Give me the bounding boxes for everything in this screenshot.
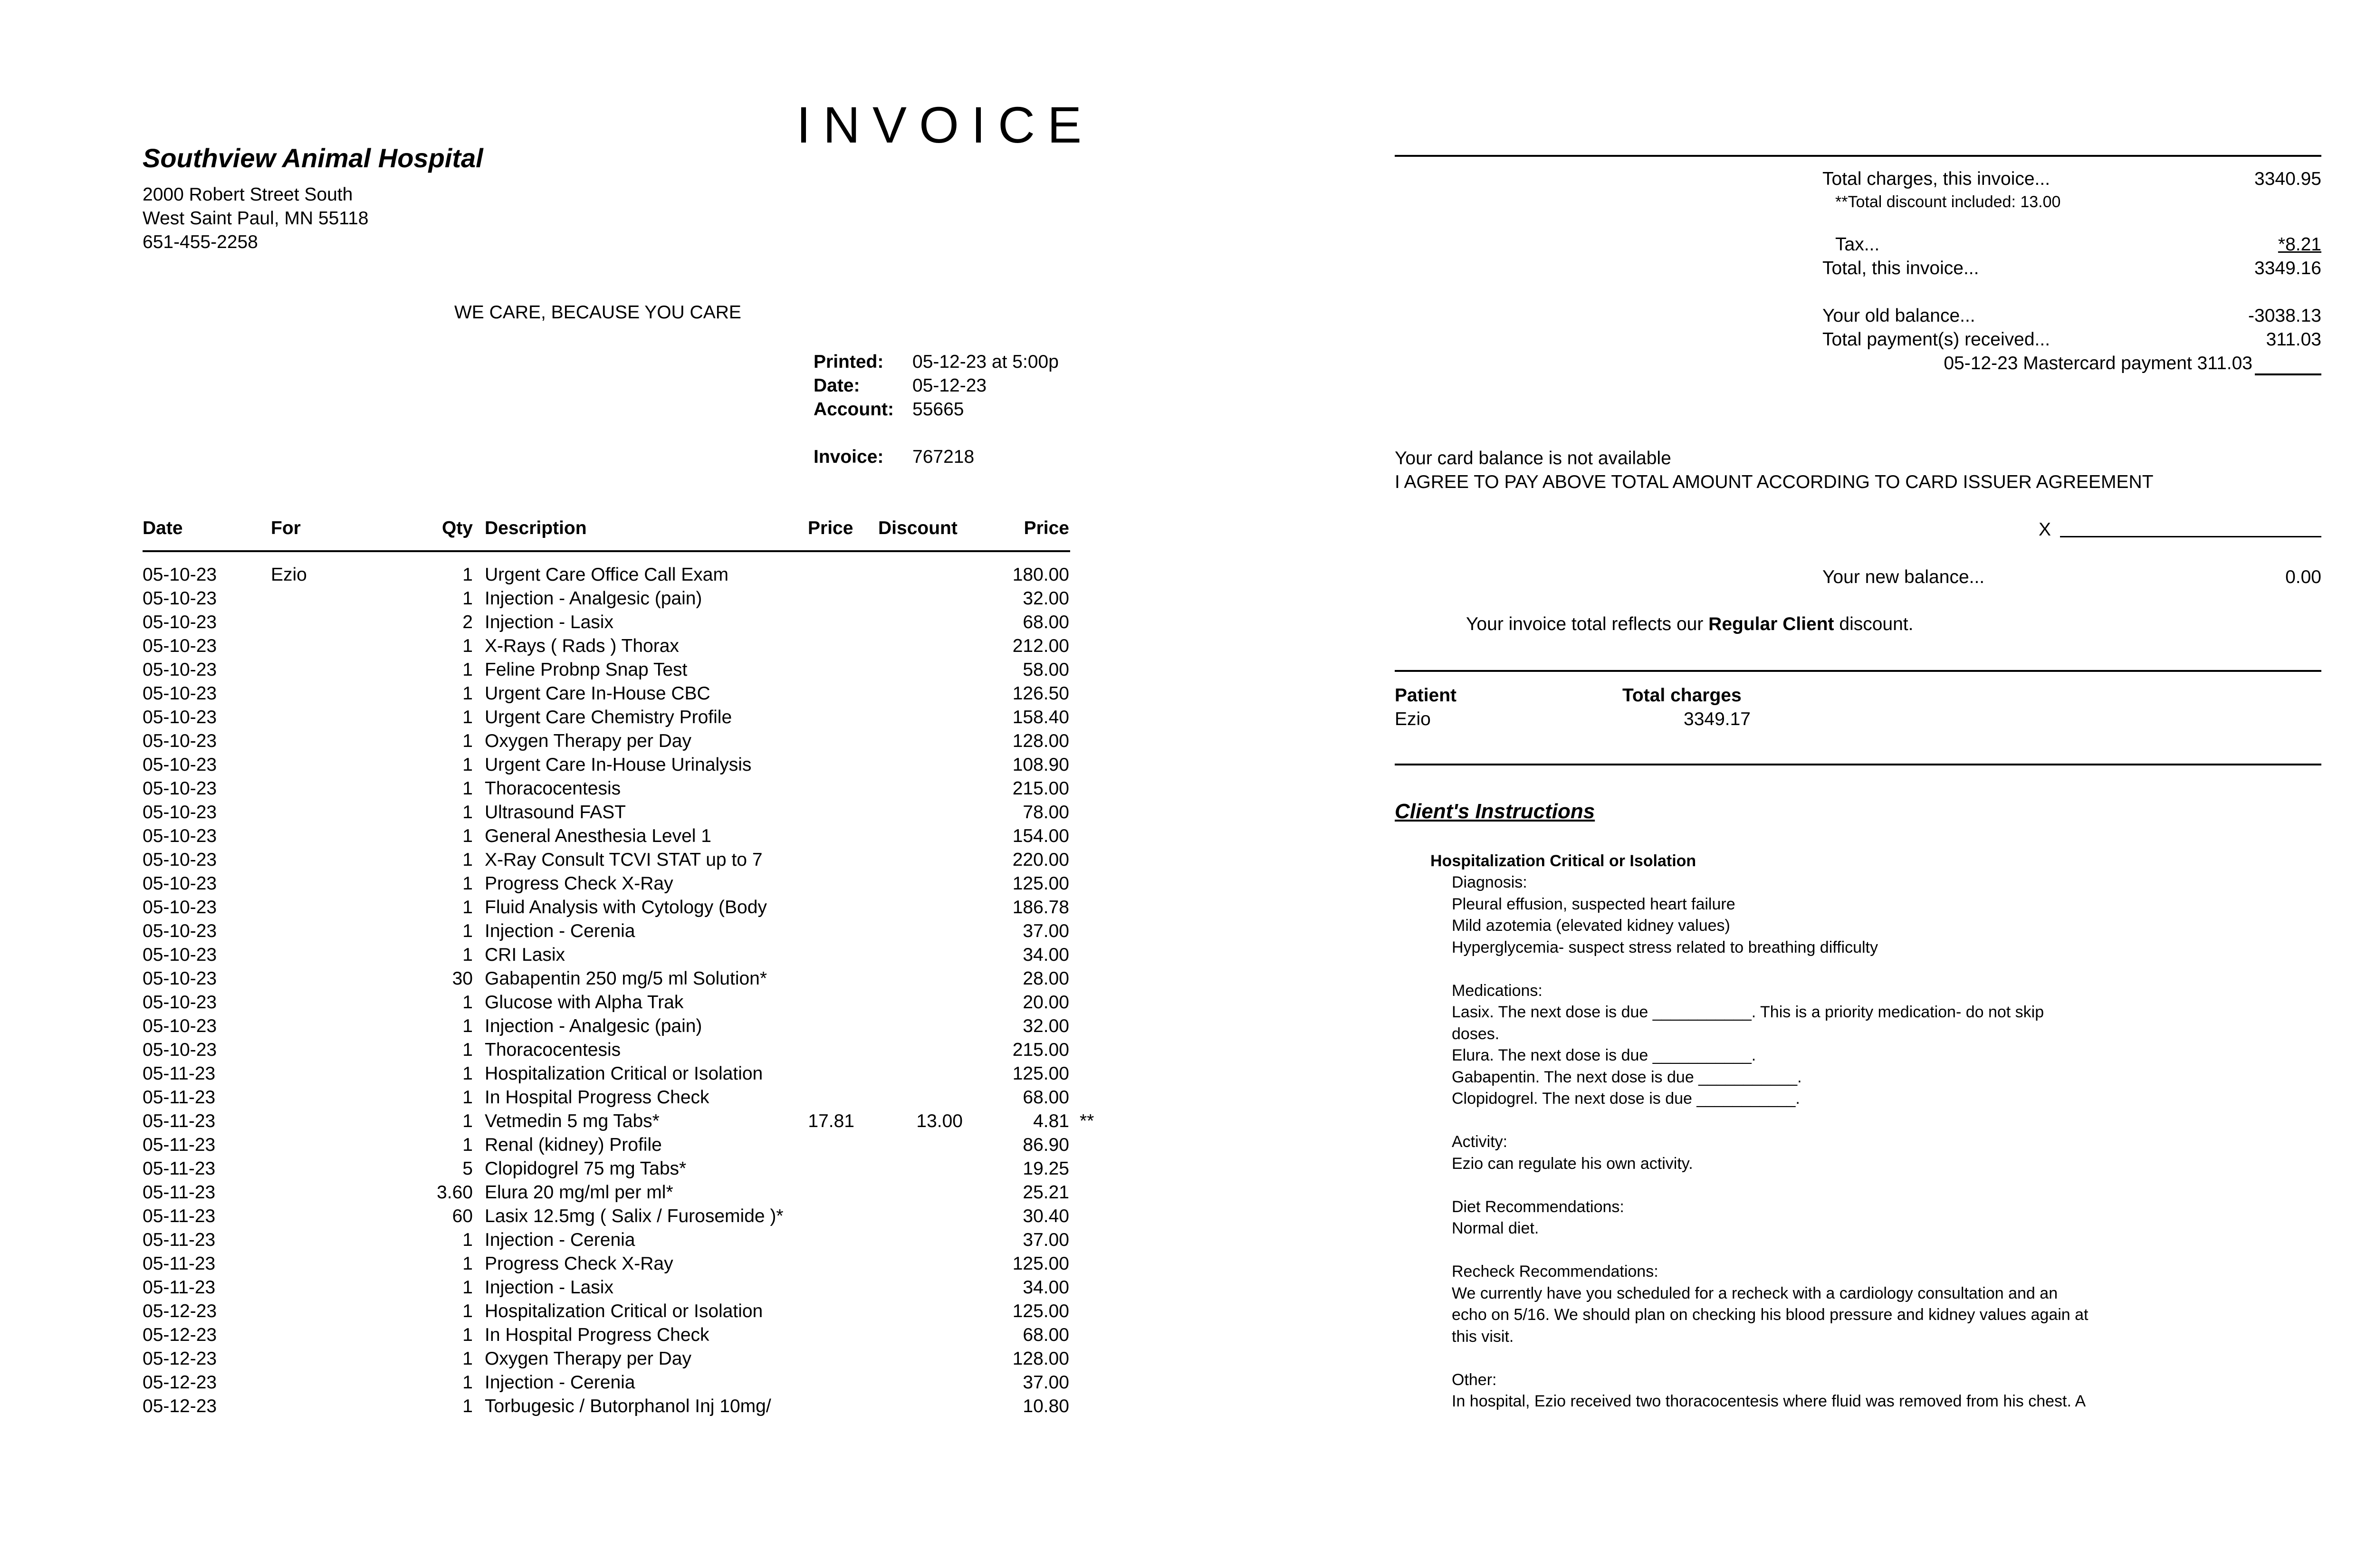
item-description: Injection - Lasix	[485, 612, 613, 632]
total-invoice-value: 3349.16	[2254, 258, 2321, 278]
item-date: 05-10-23	[143, 802, 217, 822]
item-description: X-Rays ( Rads ) Thorax	[485, 636, 679, 656]
item-total: 86.90	[1023, 1135, 1069, 1155]
table-row	[0, 1182, 1140, 1206]
table-row	[0, 588, 1140, 612]
item-total: 37.00	[1023, 921, 1069, 941]
item-date: 05-10-23	[143, 992, 217, 1013]
item-description: Urgent Care Chemistry Profile	[485, 707, 732, 727]
new-balance-value: 0.00	[2285, 567, 2321, 587]
discount-note: **Total discount included: 13.00	[1835, 193, 2061, 211]
instruction-line: echo on 5/16. We should plan on checking his blood pressure and kidney values again at	[1452, 1306, 2089, 1324]
table-row	[0, 1325, 1140, 1348]
table-row	[0, 1372, 1140, 1396]
item-description: Urgent Care In-House Urinalysis	[485, 755, 752, 775]
item-total: 125.00	[1012, 1063, 1069, 1084]
item-qty: 1	[462, 778, 473, 799]
item-total: 154.00	[1012, 826, 1069, 846]
table-row	[0, 612, 1140, 636]
instruction-line: doses.	[1452, 1024, 1500, 1043]
patient-name: Ezio	[1395, 709, 1431, 729]
item-qty: 3.60	[437, 1182, 473, 1203]
col-qty-header: Qty	[441, 518, 473, 538]
item-qty: 5	[462, 1158, 473, 1179]
instruction-line: We currently have you scheduled for a recheck with a cardiology consultation and an	[1452, 1284, 2058, 1302]
item-description: Torbugesic / Butorphanol Inj 10mg/	[485, 1396, 771, 1416]
item-total: 37.00	[1023, 1230, 1069, 1250]
item-total: 108.90	[1012, 755, 1069, 775]
item-description: Urgent Care In-House CBC	[485, 683, 710, 704]
payments-value: 311.03	[2266, 329, 2321, 350]
item-qty: 1	[462, 1348, 473, 1369]
table-row	[0, 1158, 1140, 1182]
col-discount-header: Discount	[878, 518, 958, 538]
item-description: Glucose with Alpha Trak	[485, 992, 684, 1013]
item-date: 05-11-23	[143, 1135, 216, 1155]
patient-total: 3349.17	[1684, 709, 1751, 729]
instruction-line: Gabapentin. The next dose is due ___________.	[1452, 1068, 1802, 1086]
instruction-line: Medications:	[1452, 981, 1542, 1000]
item-date: 05-11-23	[143, 1087, 216, 1108]
item-description: Injection - Lasix	[485, 1277, 613, 1298]
item-date: 05-11-23	[143, 1253, 216, 1274]
item-qty: 1	[462, 1087, 473, 1108]
item-description: Oxygen Therapy per Day	[485, 731, 691, 751]
table-row	[0, 1016, 1140, 1040]
item-total: 19.25	[1023, 1158, 1069, 1179]
item-total: 68.00	[1023, 1087, 1069, 1108]
patients-top-divider	[1395, 670, 2321, 672]
item-qty: 1	[462, 1325, 473, 1345]
table-row	[0, 850, 1140, 873]
item-description: Hospitalization Critical or Isolation	[485, 1063, 763, 1084]
item-total: 4.81	[1033, 1111, 1069, 1131]
item-qty: 1	[462, 707, 473, 727]
item-discount-mark: **	[1080, 1111, 1094, 1131]
instruction-line: Recheck Recommendations:	[1452, 1262, 1658, 1281]
item-description: Thoracocentesis	[485, 778, 621, 799]
item-description: Fluid Analysis with Cytology (Body	[485, 897, 767, 918]
item-date: 05-10-23	[143, 683, 217, 704]
item-description: In Hospital Progress Check	[485, 1325, 709, 1345]
col-date-header: Date	[143, 518, 183, 538]
item-discount: 13.00	[916, 1111, 963, 1131]
printed-value: 05-12-23 at 5:00p	[912, 352, 1059, 372]
item-qty: 1	[462, 1111, 473, 1131]
item-description: Injection - Analgesic (pain)	[485, 1016, 702, 1036]
item-date: 05-10-23	[143, 660, 217, 680]
instructions-title: Client's Instructions	[1395, 800, 1595, 823]
item-total: 37.00	[1023, 1372, 1069, 1393]
printed-label: Printed:	[814, 352, 884, 372]
item-total: 32.00	[1023, 588, 1069, 609]
total-charges-label: Total charges, this invoice...	[1822, 169, 2050, 189]
item-date: 05-10-23	[143, 731, 217, 751]
item-date: 05-11-23	[143, 1158, 216, 1179]
item-qty: 30	[452, 968, 473, 989]
item-date: 05-10-23	[143, 826, 217, 846]
clinic-slogan: WE CARE, BECAUSE YOU CARE	[454, 302, 741, 323]
item-total: 34.00	[1023, 1277, 1069, 1298]
item-date: 05-12-23	[143, 1348, 217, 1369]
instruction-line: this visit.	[1452, 1327, 1514, 1346]
item-description: X-Ray Consult TCVI STAT up to 7	[485, 850, 763, 870]
item-description: Injection - Cerenia	[485, 1372, 635, 1393]
instruction-line: Other:	[1452, 1370, 1497, 1389]
item-qty: 1	[462, 1253, 473, 1274]
payments-label: Total payment(s) received...	[1822, 329, 2050, 350]
table-row	[0, 1277, 1140, 1301]
table-row	[0, 564, 1140, 588]
item-date: 05-10-23	[143, 873, 217, 894]
item-total: 215.00	[1012, 778, 1069, 799]
item-description: Feline Probnp Snap Test	[485, 660, 688, 680]
item-description: Gabapentin 250 mg/5 ml Solution*	[485, 968, 767, 989]
item-total: 30.40	[1023, 1206, 1069, 1226]
header-divider	[143, 550, 1070, 552]
table-row	[0, 636, 1140, 660]
signature-line	[2060, 536, 2321, 537]
item-for: Ezio	[271, 564, 307, 585]
table-row	[0, 1301, 1140, 1325]
item-total: 158.40	[1012, 707, 1069, 727]
table-row	[0, 755, 1140, 778]
item-total: 28.00	[1023, 968, 1069, 989]
clinic-name: Southview Animal Hospital	[143, 143, 483, 173]
clinic-address-line1: 2000 Robert Street South	[143, 184, 353, 205]
item-total: 32.00	[1023, 1016, 1069, 1036]
discount-tier: Regular Client	[1708, 614, 1834, 634]
item-date: 05-12-23	[143, 1372, 217, 1393]
item-qty: 1	[462, 897, 473, 918]
item-qty: 1	[462, 1277, 473, 1298]
item-date: 05-11-23	[143, 1230, 216, 1250]
total-charges-value: 3340.95	[2254, 169, 2321, 189]
instruction-line: Pleural effusion, suspected heart failure	[1452, 895, 1735, 913]
instruction-line: Clopidogrel. The next dose is due ___________.	[1452, 1090, 1800, 1108]
payment-line: 05-12-23 Mastercard payment 311.03	[1944, 353, 2252, 373]
item-total: 20.00	[1023, 992, 1069, 1013]
item-description: Clopidogrel 75 mg Tabs*	[485, 1158, 687, 1179]
table-row	[0, 683, 1140, 707]
item-date: 05-10-23	[143, 588, 217, 609]
item-date: 05-10-23	[143, 612, 217, 632]
item-total: 34.00	[1023, 945, 1069, 965]
patient-header: Patient	[1395, 685, 1457, 706]
total-invoice-label: Total, this invoice...	[1822, 258, 1979, 278]
item-description: Hospitalization Critical or Isolation	[485, 1301, 763, 1321]
item-date: 05-10-23	[143, 897, 217, 918]
item-qty: 1	[462, 1016, 473, 1036]
table-row	[0, 945, 1140, 968]
col-description-header: Description	[485, 518, 587, 538]
item-total: 25.21	[1023, 1182, 1069, 1203]
item-total: 78.00	[1023, 802, 1069, 822]
card-balance-note: Your card balance is not available	[1395, 448, 1671, 468]
table-row	[0, 1111, 1140, 1135]
invoice-number-label: Invoice:	[814, 447, 884, 467]
item-qty: 1	[462, 921, 473, 941]
item-qty: 1	[462, 873, 473, 894]
date-label: Date:	[814, 375, 860, 396]
instruction-line: Diagnosis:	[1452, 873, 1527, 891]
item-total: 212.00	[1012, 636, 1069, 656]
instruction-line: Lasix. The next dose is due ___________. This is a priority medication- do not skip	[1452, 1003, 2044, 1021]
item-date: 05-12-23	[143, 1301, 217, 1321]
item-qty: 1	[462, 1396, 473, 1416]
item-date: 05-10-23	[143, 1016, 217, 1036]
item-description: Injection - Cerenia	[485, 1230, 635, 1250]
table-row	[0, 1135, 1140, 1158]
item-qty: 1	[462, 1063, 473, 1084]
col-total-header: Price	[1024, 518, 1069, 538]
account-value: 55665	[912, 399, 964, 420]
item-description: In Hospital Progress Check	[485, 1087, 709, 1108]
date-value: 05-12-23	[912, 375, 987, 396]
table-row	[0, 1087, 1140, 1111]
item-description: Injection - Analgesic (pain)	[485, 588, 702, 609]
item-date: 05-10-23	[143, 921, 217, 941]
table-row	[0, 1348, 1140, 1372]
payment-underline	[2255, 373, 2321, 375]
invoice-title: INVOICE	[796, 96, 1094, 153]
item-description: Progress Check X-Ray	[485, 1253, 673, 1274]
item-total: 125.00	[1012, 873, 1069, 894]
item-date: 05-11-23	[143, 1182, 216, 1203]
line-items-header	[0, 518, 1140, 542]
table-row	[0, 968, 1140, 992]
item-qty: 1	[462, 683, 473, 704]
item-date: 05-12-23	[143, 1396, 217, 1416]
table-row	[0, 1063, 1140, 1087]
item-date: 05-11-23	[143, 1206, 216, 1226]
item-qty: 1	[462, 850, 473, 870]
instruction-line: Elura. The next dose is due ___________.	[1452, 1046, 1756, 1064]
item-qty: 60	[452, 1206, 473, 1226]
item-total: 180.00	[1012, 564, 1069, 585]
item-qty: 1	[462, 660, 473, 680]
table-row	[0, 1396, 1140, 1420]
table-row	[0, 707, 1140, 731]
item-total: 186.78	[1012, 897, 1069, 918]
item-qty: 1	[462, 755, 473, 775]
item-qty: 1	[462, 1135, 473, 1155]
col-for-header: For	[271, 518, 301, 538]
item-total: 58.00	[1023, 660, 1069, 680]
item-description: Renal (kidney) Profile	[485, 1135, 662, 1155]
item-description: Vetmedin 5 mg Tabs*	[485, 1111, 660, 1131]
item-date: 05-10-23	[143, 755, 217, 775]
item-date: 05-11-23	[143, 1277, 216, 1298]
old-balance-value: -3038.13	[2248, 306, 2321, 326]
item-description: Ultrasound FAST	[485, 802, 626, 822]
patients-bottom-divider	[1395, 764, 2321, 765]
card-agreement: I AGREE TO PAY ABOVE TOTAL AMOUNT ACCORDING TO CARD ISSUER AGREEMENT	[1395, 472, 2154, 492]
discount-note-prefix: Your invoice total reflects our	[1466, 614, 1709, 634]
item-description: Urgent Care Office Call Exam	[485, 564, 728, 585]
item-qty: 1	[462, 1040, 473, 1060]
item-date: 05-10-23	[143, 1040, 217, 1060]
item-description: CRI Lasix	[485, 945, 565, 965]
item-date: 05-10-23	[143, 636, 217, 656]
item-total: 128.00	[1012, 731, 1069, 751]
item-description: Injection - Cerenia	[485, 921, 635, 941]
instruction-line: Ezio can regulate his own activity.	[1452, 1154, 1693, 1173]
instructions-section-title: Hospitalization Critical or Isolation	[1430, 852, 1696, 870]
item-qty: 1	[462, 731, 473, 751]
table-row	[0, 873, 1140, 897]
item-description: Elura 20 mg/ml per ml*	[485, 1182, 673, 1203]
new-balance-label: Your new balance...	[1822, 567, 1985, 587]
item-qty: 1	[462, 1372, 473, 1393]
item-total: 125.00	[1012, 1301, 1069, 1321]
item-description: General Anesthesia Level 1	[485, 826, 711, 846]
item-total: 10.80	[1023, 1396, 1069, 1416]
item-qty: 1	[462, 802, 473, 822]
item-total: 220.00	[1012, 850, 1069, 870]
table-row	[0, 1253, 1140, 1277]
item-date: 05-11-23	[143, 1111, 216, 1131]
old-balance-label: Your old balance...	[1822, 306, 1975, 326]
item-qty: 1	[462, 945, 473, 965]
clinic-address-line2: West Saint Paul, MN 55118	[143, 208, 369, 229]
table-row	[0, 1230, 1140, 1253]
table-row	[0, 921, 1140, 945]
item-date: 05-10-23	[143, 945, 217, 965]
table-row	[0, 731, 1140, 755]
col-price-header: Price	[808, 518, 853, 538]
item-description: Lasix 12.5mg ( Salix / Furosemide )*	[485, 1206, 784, 1226]
account-label: Account:	[814, 399, 894, 420]
instruction-line: Mild azotemia (elevated kidney values)	[1452, 917, 1730, 935]
patient-total-header: Total charges	[1622, 685, 1742, 706]
item-date: 05-10-23	[143, 564, 217, 585]
invoice-number-value: 767218	[912, 447, 975, 467]
item-qty: 1	[462, 588, 473, 609]
table-row	[0, 802, 1140, 826]
item-total: 215.00	[1012, 1040, 1069, 1060]
instruction-line: Diet Recommendations:	[1452, 1197, 1624, 1216]
table-row	[0, 992, 1140, 1016]
table-row	[0, 1206, 1140, 1230]
instruction-line: In hospital, Ezio received two thoracocentesis where fluid was removed from his chest. A	[1452, 1392, 2086, 1410]
tax-value: *8.21	[2278, 234, 2321, 255]
table-row	[0, 660, 1140, 683]
tax-label: Tax...	[1835, 234, 1880, 255]
client-discount-note	[1466, 614, 1913, 635]
item-date: 05-10-23	[143, 968, 217, 989]
clinic-phone: 651-455-2258	[143, 232, 258, 252]
table-row	[0, 778, 1140, 802]
table-row	[0, 897, 1140, 921]
signature-x: X	[2039, 519, 2051, 540]
item-description: Progress Check X-Ray	[485, 873, 673, 894]
summary-top-divider	[1395, 155, 2321, 157]
instruction-line: Normal diet.	[1452, 1219, 1539, 1237]
item-description: Thoracocentesis	[485, 1040, 621, 1060]
item-qty: 1	[462, 636, 473, 656]
item-total: 68.00	[1023, 1325, 1069, 1345]
item-total: 128.00	[1012, 1348, 1069, 1369]
item-date: 05-10-23	[143, 707, 217, 727]
item-total: 126.50	[1012, 683, 1069, 704]
item-total: 125.00	[1012, 1253, 1069, 1274]
item-date: 05-11-23	[143, 1063, 216, 1084]
item-date: 05-10-23	[143, 778, 217, 799]
instruction-line: Hyperglycemia- suspect stress related to breathing difficulty	[1452, 938, 1878, 956]
item-date: 05-12-23	[143, 1325, 217, 1345]
table-row	[0, 826, 1140, 850]
item-qty: 1	[462, 826, 473, 846]
discount-note-suffix: discount.	[1834, 614, 1914, 634]
instruction-line: Activity:	[1452, 1133, 1508, 1151]
item-qty: 1	[462, 1301, 473, 1321]
item-description: Oxygen Therapy per Day	[485, 1348, 691, 1369]
item-date: 05-10-23	[143, 850, 217, 870]
item-total: 68.00	[1023, 612, 1069, 632]
item-qty: 1	[462, 992, 473, 1013]
item-qty: 2	[462, 612, 473, 632]
table-row	[0, 1040, 1140, 1063]
item-qty: 1	[462, 1230, 473, 1250]
item-price: 17.81	[808, 1111, 854, 1131]
item-qty: 1	[462, 564, 473, 585]
